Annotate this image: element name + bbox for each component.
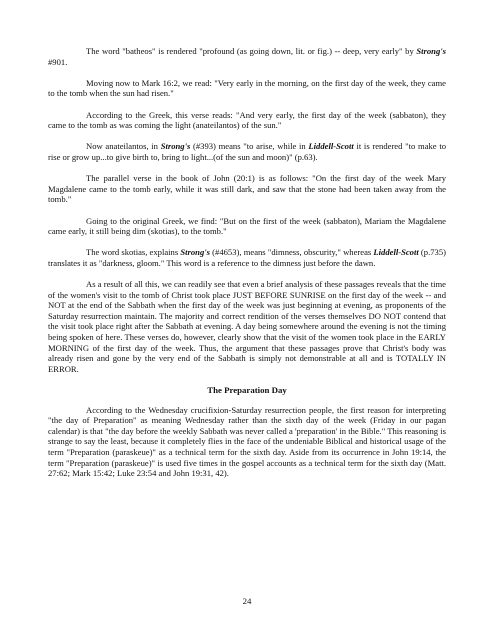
paragraph-9: According to the Wednesday crucifixion-Saturday resurrection people, the first reason for interpreting "the day of Preparation" as meaning Wednesday rather than the sixth day of the week (Friday in our pagan calendar) is that "the day before the weekly Sabbath was never called a 'preparation' in the Bible." This reasoning is strange to say the least, because it completely flies in the face of the undeniable Biblical and historical usage of the term "Preparation (paraskeue)" as a technical term for the sixth day. Aside from its occurrence in John 19:14, the term "Preparation (paraskeue)" is used five times in the gospel accounts as a technical term for the sixth day (Matt. 27:62; Mark 15:42; Luke 23:54 and John 19:31, 42). xyxy=(48,404,446,479)
reference-strongs: Strong's xyxy=(416,46,446,56)
reference-liddell-scott: Liddell-Scott xyxy=(373,247,419,258)
paragraph-5: The parallel verse in the book of John (20:1) is as follows: "On the first day of the week Mary Magdalene came to the tomb early, while it was still dark, and saw that the stone had been taken away from the tomb." xyxy=(48,173,446,205)
page-number: 24 xyxy=(242,596,252,606)
paragraph-2: Moving now to Mark 16:2, we read: "Very early in the morning, on the first day of the week, they came to the tomb when the sun had risen." xyxy=(48,77,446,99)
section-heading: The Preparation Day xyxy=(207,385,287,395)
paragraph-8: As a result of all this, we can readily see that even a brief analysis of these passages reveals that the time of the women's visit to the tomb of Christ took place JUST BEFORE SUNRISE on the first day of the week -- and NOT at the end of the Sabbath when the first day of the week was just beginning at evening, as proponents of the Saturday resurrection maintain. The majority and correct rendition of the verses themselves DO NOT contend that the visit took place right after the Sabbath at evening. A day being somewhere around the evening is not the timing being spoken of here. These verses do, however, clearly show that the visit of the women took place in the EARLY MORNING of the first day of the week. Thus, the argument that these passages prove that Christ's body was already risen and gone by the very end of the Sabbath is simply not demonstrable at all and is TOTALLY IN ERROR. xyxy=(48,279,446,374)
paragraph-1: The word "batheos" is rendered "profound (as going down, lit. or fig.) -- deep, very early" by Strong's #901. xyxy=(48,46,446,67)
reference-strongs: Strong's xyxy=(160,141,191,152)
paragraph-6: Going to the original Greek, we find: "But on the first of the week (sabbaton), Mariam the Magdalene came early, it still being dim (skotias), to the tomb." xyxy=(48,215,446,237)
paragraph-7: The word skotias, explains Strong's (#4653), means "dimness, obscurity," whereas Liddell-Scott (p.735) translates it as "darkness, gloom." This word is a reference to the dimness just before the dawn. xyxy=(48,247,446,268)
paragraph-3: According to the Greek, this verse reads: "And very early, the first day of the week (sabbaton), they came to the tomb as was coming the light (anateilantos) of the sun." xyxy=(48,109,446,131)
document-body xyxy=(48,46,446,479)
paragraph-4: Now anateilantos, in Strong's (#393) means "to arise, while in Liddell-Scott it is rendered "to make to rise or grow up...to give birth to, bring to light...(of the sun and moon)" (p.63). xyxy=(48,141,447,162)
reference-strongs: Strong's xyxy=(180,247,210,258)
reference-liddell-scott: Liddell-Scott xyxy=(308,141,354,152)
